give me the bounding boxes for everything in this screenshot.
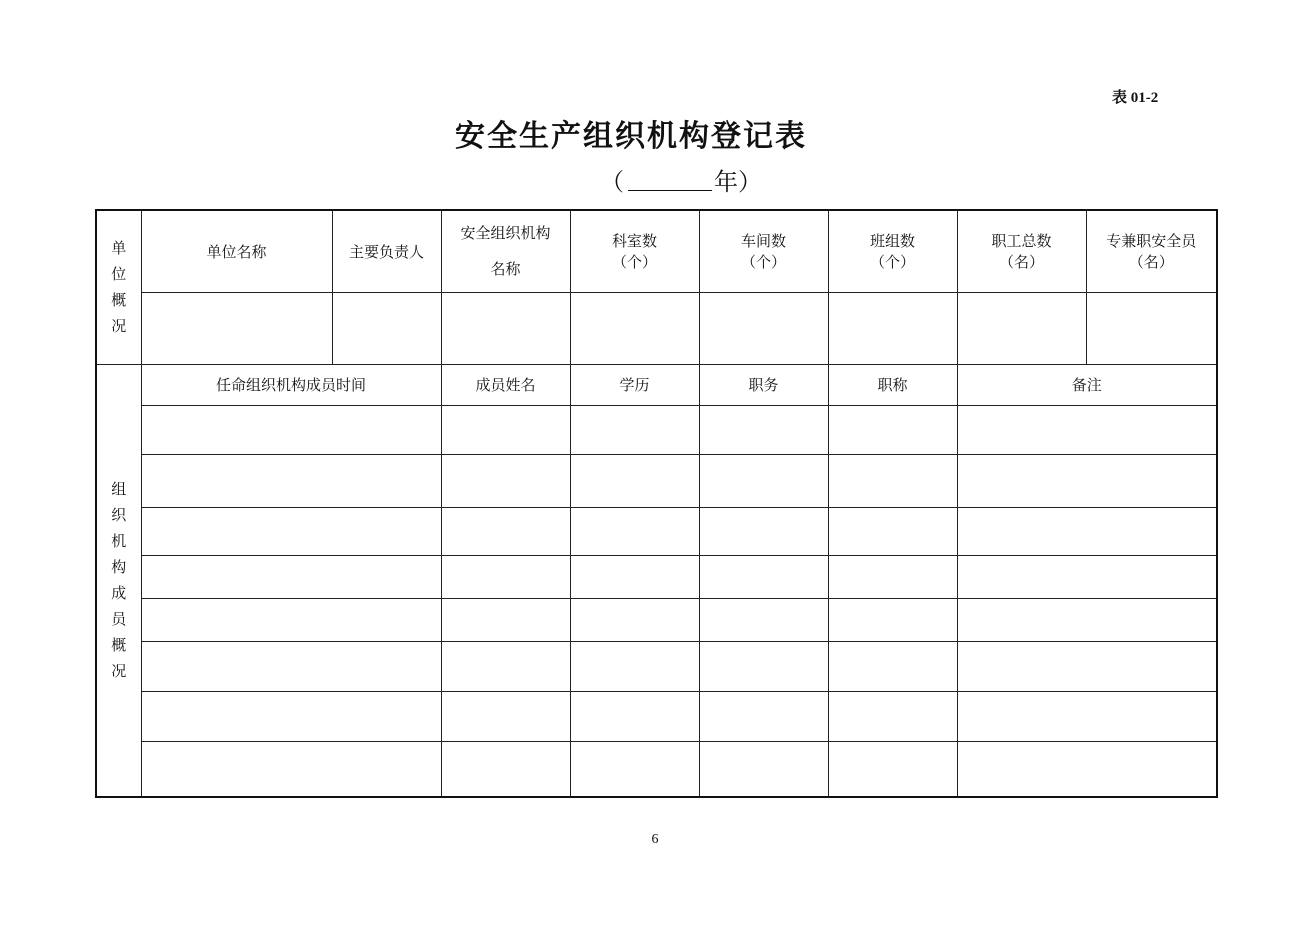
cell-remarks[interactable]	[957, 556, 1217, 599]
cell-position[interactable]	[699, 454, 828, 507]
cell-education[interactable]	[570, 556, 699, 599]
table-row	[96, 642, 1217, 692]
table-row	[96, 599, 1217, 642]
cell-appoint-time[interactable]	[141, 507, 441, 555]
cell-education[interactable]	[570, 405, 699, 454]
year-input-line[interactable]	[628, 164, 712, 191]
cell-title[interactable]	[828, 692, 957, 742]
cell-member-name[interactable]	[441, 454, 570, 507]
cell-position[interactable]	[699, 642, 828, 692]
table-row	[96, 742, 1217, 797]
cell-education[interactable]	[570, 742, 699, 797]
header-education: 学历	[570, 364, 699, 405]
unit-data-row	[96, 292, 1217, 364]
cell-appoint-time[interactable]	[141, 692, 441, 742]
cell-position[interactable]	[699, 507, 828, 555]
cell-remarks[interactable]	[957, 507, 1217, 555]
cell-team-count[interactable]	[828, 292, 957, 364]
header-staff-total: 职工总数 （名）	[957, 210, 1086, 292]
cell-member-name[interactable]	[441, 642, 570, 692]
cell-member-name[interactable]	[441, 405, 570, 454]
cell-title[interactable]	[828, 454, 957, 507]
header-safety-officers: 专兼职安全员 （名）	[1086, 210, 1217, 292]
table-row	[96, 692, 1217, 742]
cell-position[interactable]	[699, 556, 828, 599]
cell-appoint-time[interactable]	[141, 742, 441, 797]
year-line	[0, 162, 1310, 197]
table-row	[96, 556, 1217, 599]
header-workshop-count: 车间数 （个）	[699, 210, 828, 292]
cell-member-name[interactable]	[441, 507, 570, 555]
table-row	[96, 405, 1217, 454]
header-office-count: 科室数 （个）	[570, 210, 699, 292]
cell-remarks[interactable]	[957, 742, 1217, 797]
cell-org-name[interactable]	[441, 292, 570, 364]
cell-education[interactable]	[570, 507, 699, 555]
cell-title[interactable]	[828, 742, 957, 797]
year-close-paren: ）	[738, 168, 762, 196]
year-open-paren: （	[600, 168, 624, 196]
header-remarks: 备注	[957, 364, 1217, 405]
header-team-count: 班组数 （个）	[828, 210, 957, 292]
cell-leader[interactable]	[332, 292, 441, 364]
cell-member-name[interactable]	[441, 742, 570, 797]
cell-office-count[interactable]	[570, 292, 699, 364]
header-position: 职务	[699, 364, 828, 405]
cell-staff-total[interactable]	[957, 292, 1086, 364]
cell-title[interactable]	[828, 599, 957, 642]
cell-education[interactable]	[570, 692, 699, 742]
page-title: 安全生产组织机构登记表	[455, 119, 807, 154]
cell-title[interactable]	[828, 642, 957, 692]
cell-member-name[interactable]	[441, 692, 570, 742]
header-appoint-time: 任命组织机构成员时间	[141, 364, 441, 405]
registration-table	[95, 209, 1218, 798]
cell-position[interactable]	[699, 405, 828, 454]
table-row	[96, 454, 1217, 507]
cell-remarks[interactable]	[957, 454, 1217, 507]
header-title: 职称	[828, 364, 957, 405]
form-code: 表 01-2	[1112, 90, 1159, 106]
cell-position[interactable]	[699, 742, 828, 797]
unit-header-row	[96, 210, 1217, 292]
member-header-row	[96, 364, 1217, 405]
unit-overview-label: 单 位 概 况	[96, 210, 141, 364]
cell-appoint-time[interactable]	[141, 599, 441, 642]
year-label: 年	[714, 168, 738, 196]
table-row	[96, 507, 1217, 555]
cell-member-name[interactable]	[441, 556, 570, 599]
header-org-name: 安全组织机构 名称	[441, 210, 570, 292]
cell-appoint-time[interactable]	[141, 454, 441, 507]
cell-remarks[interactable]	[957, 642, 1217, 692]
cell-title[interactable]	[828, 405, 957, 454]
cell-appoint-time[interactable]	[141, 556, 441, 599]
cell-education[interactable]	[570, 599, 699, 642]
cell-education[interactable]	[570, 454, 699, 507]
cell-appoint-time[interactable]	[141, 405, 441, 454]
page-number: 6	[651, 832, 659, 847]
cell-member-name[interactable]	[441, 599, 570, 642]
cell-safety-officers[interactable]	[1086, 292, 1217, 364]
cell-title[interactable]	[828, 556, 957, 599]
cell-remarks[interactable]	[957, 692, 1217, 742]
cell-unit-name[interactable]	[141, 292, 332, 364]
cell-remarks[interactable]	[957, 405, 1217, 454]
header-leader: 主要负责人	[332, 210, 441, 292]
cell-education[interactable]	[570, 642, 699, 692]
cell-position[interactable]	[699, 599, 828, 642]
cell-remarks[interactable]	[957, 599, 1217, 642]
header-member-name: 成员姓名	[441, 364, 570, 405]
cell-title[interactable]	[828, 507, 957, 555]
cell-workshop-count[interactable]	[699, 292, 828, 364]
header-unit-name: 单位名称	[141, 210, 332, 292]
cell-position[interactable]	[699, 692, 828, 742]
cell-appoint-time[interactable]	[141, 642, 441, 692]
members-overview-label: 组 织 机 构 成 员 概 况	[96, 364, 141, 797]
